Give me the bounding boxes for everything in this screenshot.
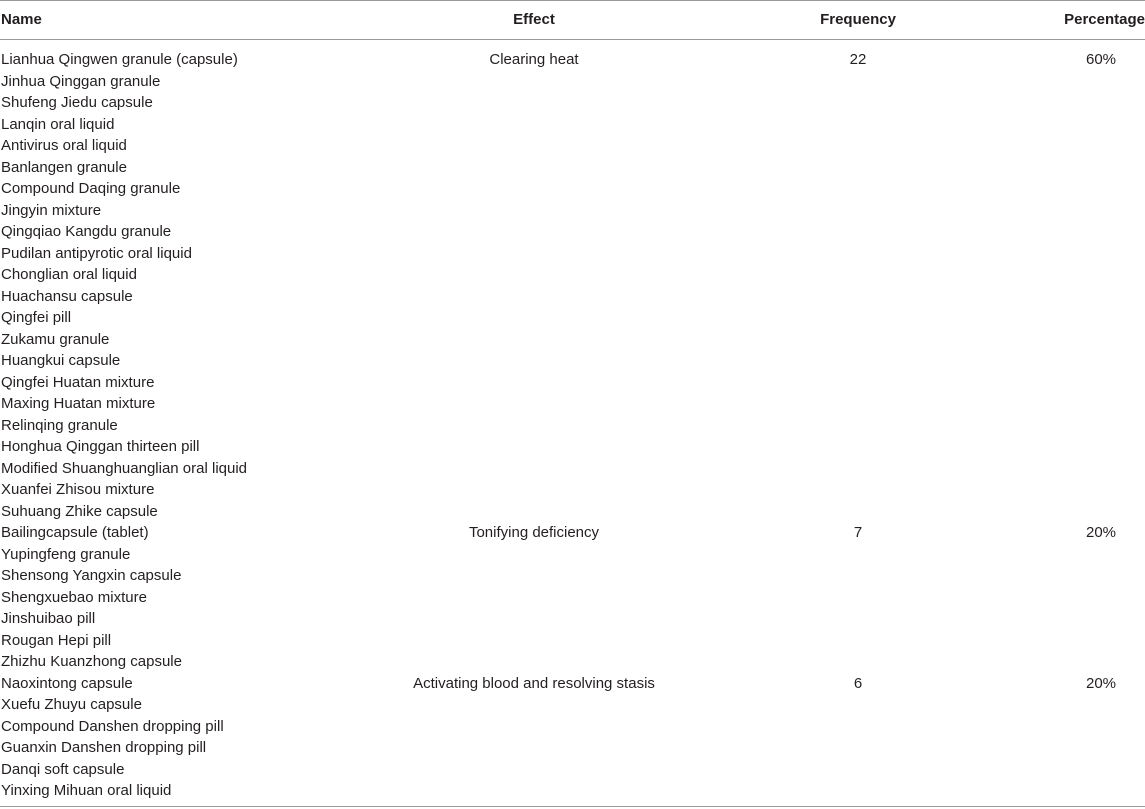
table-row [0, 587, 1145, 609]
cell-name: Modified Shuanghuanglian oral liquid [1, 459, 248, 477]
header-percentage: Percentage [1064, 11, 1145, 28]
cell-name: Rougan Hepi pill [1, 631, 112, 649]
table-row [0, 71, 1145, 93]
cell-name: Bailingcapsule (tablet) [1, 524, 149, 541]
cell-name: Banlangen granule [1, 158, 127, 176]
cell-percentage: 20% [1085, 674, 1117, 692]
table-row [0, 114, 1145, 136]
cell-effect: Tonifying deficiency [468, 524, 600, 541]
header-name: Name [1, 11, 42, 28]
cell-name: Shengxuebao mixture [1, 588, 147, 606]
table-row [0, 264, 1145, 286]
cell-name: Danqi soft capsule [1, 760, 125, 778]
table-row [0, 49, 1145, 71]
table-row [0, 200, 1145, 222]
cell-name: Relinqing granule [1, 416, 118, 434]
cell-name: Chonglian oral liquid [1, 266, 137, 283]
table-row [0, 458, 1145, 480]
table-row [0, 651, 1145, 673]
table-row [0, 92, 1145, 114]
cell-effect: Activating blood and resolving stasis [413, 674, 655, 692]
table-row [0, 415, 1145, 437]
cell-name: Lianhua Qingwen granule (capsule) [1, 51, 238, 68]
table-row [0, 135, 1145, 157]
cell-name: Jingyin mixture [1, 201, 102, 219]
table-body [0, 49, 1145, 802]
cell-effect: Clearing heat [489, 51, 579, 68]
cell-frequency: 6 [853, 674, 863, 692]
cell-name: Antivirus oral liquid [1, 137, 127, 154]
table-row [0, 716, 1145, 738]
table-row [0, 608, 1145, 630]
cell-name: Huangkui capsule [1, 352, 121, 369]
cell-name: Shensong Yangxin capsule [1, 567, 182, 584]
cell-name: Shufeng Jiedu capsule [1, 94, 153, 111]
cell-name: Jinhua Qinggan granule [1, 72, 161, 90]
table-header-row [0, 0, 1145, 39]
table-row [0, 673, 1145, 695]
cell-name: Yinxing Mihuan oral liquid [1, 782, 172, 799]
table-row [0, 221, 1145, 243]
cell-name: Zhizhu Kuanzhong capsule [1, 653, 182, 670]
cell-name: Jinshuibao pill [1, 610, 96, 627]
cell-name: Guanxin Danshen dropping pill [1, 739, 207, 756]
table-row [0, 737, 1145, 759]
table-row [0, 372, 1145, 394]
table-row [0, 286, 1145, 308]
table-row [0, 178, 1145, 200]
table-row [0, 157, 1145, 179]
table-row [0, 350, 1145, 372]
cell-percentage: 60% [1085, 51, 1117, 68]
cell-name: Yupingfeng granule [1, 545, 131, 563]
cell-name: Qingfei Huatan mixture [1, 373, 155, 391]
table-row [0, 759, 1145, 781]
table-row [0, 501, 1145, 523]
table-row [0, 565, 1145, 587]
cell-name: Honghua Qinggan thirteen pill [1, 438, 200, 455]
cell-name: Qingqiao Kangdu granule [1, 223, 172, 240]
cell-name: Pudilan antipyrotic oral liquid [1, 244, 192, 262]
header-effect: Effect [513, 11, 555, 28]
cell-name: Compound Danshen dropping pill [1, 717, 224, 735]
cell-name: Qingfei pill [1, 309, 72, 326]
cell-percentage: 20% [1085, 524, 1117, 541]
cell-frequency: 7 [853, 524, 863, 541]
table-row [0, 694, 1145, 716]
header-frequency: Frequency [820, 11, 896, 28]
cell-name: Lanqin oral liquid [1, 115, 115, 133]
table-row [0, 393, 1145, 415]
cell-name: Maxing Huatan mixture [1, 395, 156, 412]
cell-frequency: 22 [849, 51, 867, 68]
table-row [0, 243, 1145, 265]
table-row [0, 544, 1145, 566]
cell-name: Xuefu Zhuyu capsule [1, 696, 142, 713]
cell-name: Xuanfei Zhisou mixture [1, 481, 155, 498]
cell-name: Zukamu granule [1, 330, 110, 348]
table-row [0, 780, 1145, 802]
cell-name: Suhuang Zhike capsule [1, 502, 158, 520]
table-bottom-rule [0, 806, 1145, 807]
cell-name: Huachansu capsule [1, 287, 133, 305]
table-header-rule [0, 39, 1145, 40]
table-row [0, 329, 1145, 351]
table-row [0, 436, 1145, 458]
cell-name: Naoxintong capsule [1, 674, 133, 692]
table-row [0, 307, 1145, 329]
table-row [0, 630, 1145, 652]
table-row [0, 522, 1145, 544]
table-row [0, 479, 1145, 501]
cell-name: Compound Daqing granule [1, 180, 181, 197]
